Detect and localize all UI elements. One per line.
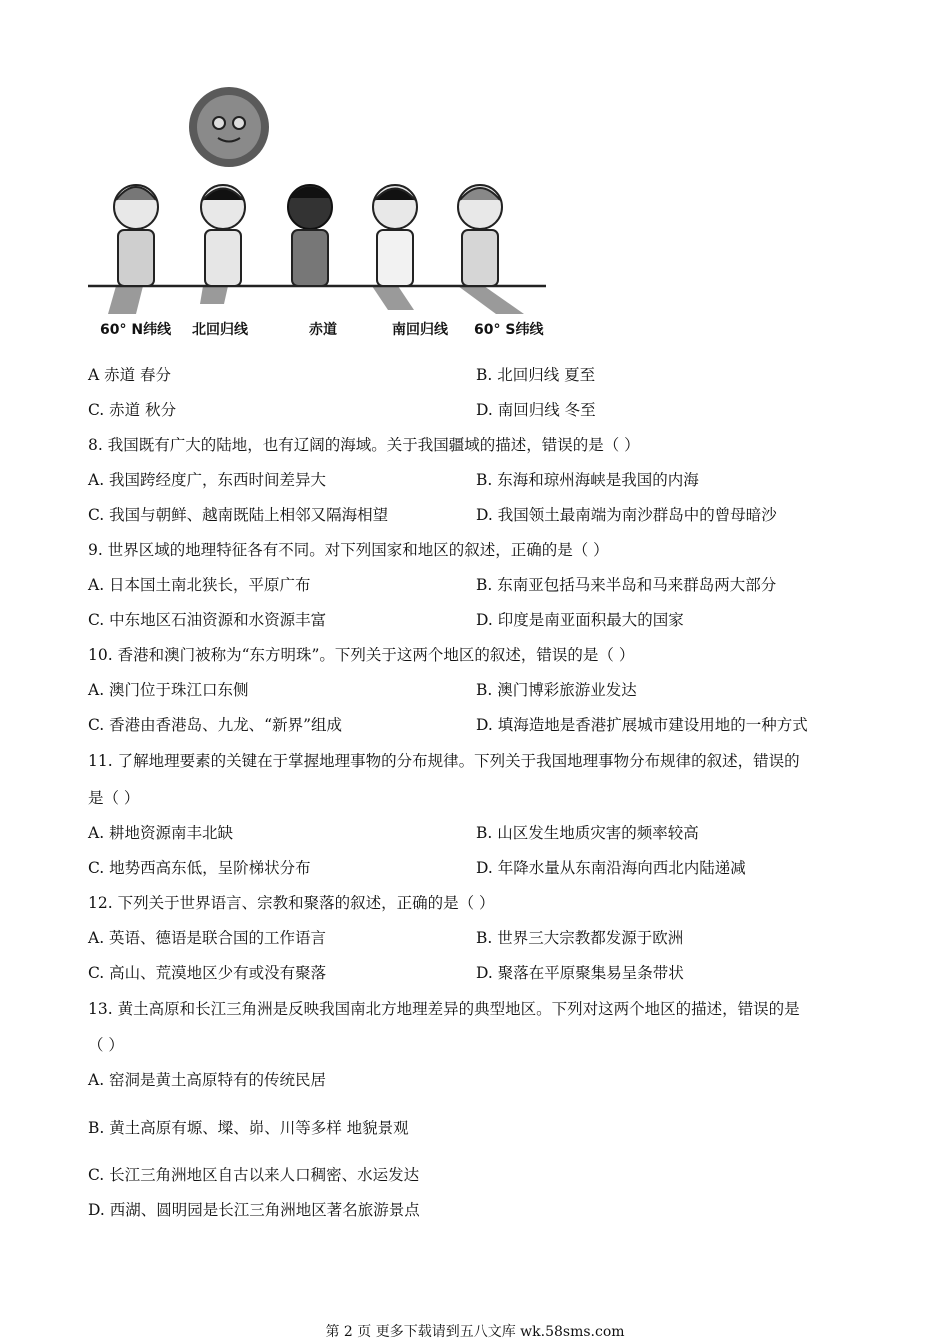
page-footer: 第 2 页 更多下载请到五八文库 wk.58sms.com	[325, 1324, 625, 1340]
sun-icon	[189, 87, 269, 167]
q8-option-d: D. 我国领土最南端为南沙群岛中的曾母暗沙	[476, 506, 777, 524]
person-equator	[288, 185, 332, 286]
q9-option-d: D. 印度是南亚面积最大的国家	[476, 611, 684, 629]
q8-option-a: A. 我国跨经度广，东西时间差异大	[88, 471, 327, 489]
q10-option-b: B. 澳门博彩旅游业发达	[476, 681, 637, 699]
q11-stem-line2: 是（ ）	[88, 789, 140, 807]
q8-stem: 8. 我国既有广大的陆地，也有辽阔的海域。关于我国疆域的描述，错误的是（ ）	[88, 436, 640, 454]
person-60n	[114, 185, 158, 286]
q11-option-c: C. 地势西高东低，呈阶梯状分布	[88, 859, 311, 877]
label-equator: 赤道	[309, 322, 337, 338]
person-tropic-cancer	[201, 185, 245, 286]
q9-option-c: C. 中东地区石油资源和水资源丰富	[88, 611, 327, 629]
q9-option-b: B. 东南亚包括马来半岛和马来群岛两大部分	[476, 576, 777, 594]
q13-option-a: A. 窑洞是黄土高原特有的传统民居	[88, 1071, 327, 1089]
q7-option-c: C. 赤道 秋分	[88, 401, 177, 419]
q11-stem-line1: 11. 了解地理要素的关键在于掌握地理事物的分布规律。下列关于我国地理事物分布规律的叙述，错误的	[88, 752, 800, 770]
q13-option-b: B. 黄土高原有塬、墚、峁、川等多样 地貌景观	[88, 1119, 409, 1137]
q9-stem: 9. 世界区域的地理特征各有不同。对下列国家和地区的叙述，正确的是（ ）	[88, 541, 609, 559]
q13-stem-line1: 13. 黄土高原和长江三角洲是反映我国南北方地理差异的典型地区。下列对这两个地区的描述，错误的是	[88, 1000, 800, 1018]
q7-option-a: A 赤道 春分	[88, 366, 172, 384]
q13-stem-line2: （ ）	[88, 1036, 124, 1054]
shadow-60s	[458, 286, 524, 314]
q13-option-c: C. 长江三角洲地区自古以来人口稠密、水运发达	[88, 1166, 420, 1184]
label-tropic-capricorn: 南回归线	[392, 322, 448, 338]
label-60n: 60° N纬线	[100, 322, 172, 338]
shadow-60n	[108, 286, 143, 314]
label-60s: 60° S纬线	[474, 322, 544, 338]
q11-option-d: D. 年降水量从东南沿海向西北内陆递减	[476, 859, 746, 877]
q13-option-d: D. 西湖、圆明园是长江三角洲地区著名旅游景点	[88, 1201, 420, 1219]
q12-option-a: A. 英语、德语是联合国的工作语言	[88, 929, 327, 947]
q12-option-c: C. 高山、荒漠地区少有或没有聚落	[88, 964, 327, 982]
sun-shadow-figure	[88, 82, 558, 344]
shadow-tropic-capricorn	[372, 286, 414, 310]
person-tropic-capricorn	[373, 185, 417, 286]
q8-option-c: C. 我国与朝鲜、越南既陆上相邻又隔海相望	[88, 506, 389, 524]
q12-stem: 12. 下列关于世界语言、宗教和聚落的叙述，正确的是（ ）	[88, 894, 495, 912]
label-tropic-cancer: 北回归线	[192, 322, 248, 338]
q10-option-a: A. 澳门位于珠江口东侧	[88, 681, 249, 699]
q10-option-d: D. 填海造地是香港扩展城市建设用地的一种方式	[476, 716, 808, 734]
q7-option-b: B. 北回归线 夏至	[476, 366, 596, 384]
q11-option-b: B. 山区发生地质灾害的频率较高	[476, 824, 699, 842]
shadows	[108, 286, 524, 314]
q10-stem: 10. 香港和澳门被称为“东方明珠”。下列关于这两个地区的叙述，错误的是（ ）	[88, 646, 635, 664]
q7-option-d: D. 南回归线 冬至	[476, 401, 596, 419]
q11-option-a: A. 耕地资源南丰北缺	[88, 824, 234, 842]
q10-option-c: C. 香港由香港岛、九龙、“新界”组成	[88, 716, 343, 734]
shadow-tropic-cancer	[200, 286, 228, 304]
q9-option-a: A. 日本国土南北狭长，平原广布	[88, 576, 311, 594]
q12-option-b: B. 世界三大宗教都发源于欧洲	[476, 929, 684, 947]
q8-option-b: B. 东海和琼州海峡是我国的内海	[476, 471, 699, 489]
person-60s	[458, 185, 502, 286]
q12-option-d: D. 聚落在平原聚集易呈条带状	[476, 964, 684, 982]
